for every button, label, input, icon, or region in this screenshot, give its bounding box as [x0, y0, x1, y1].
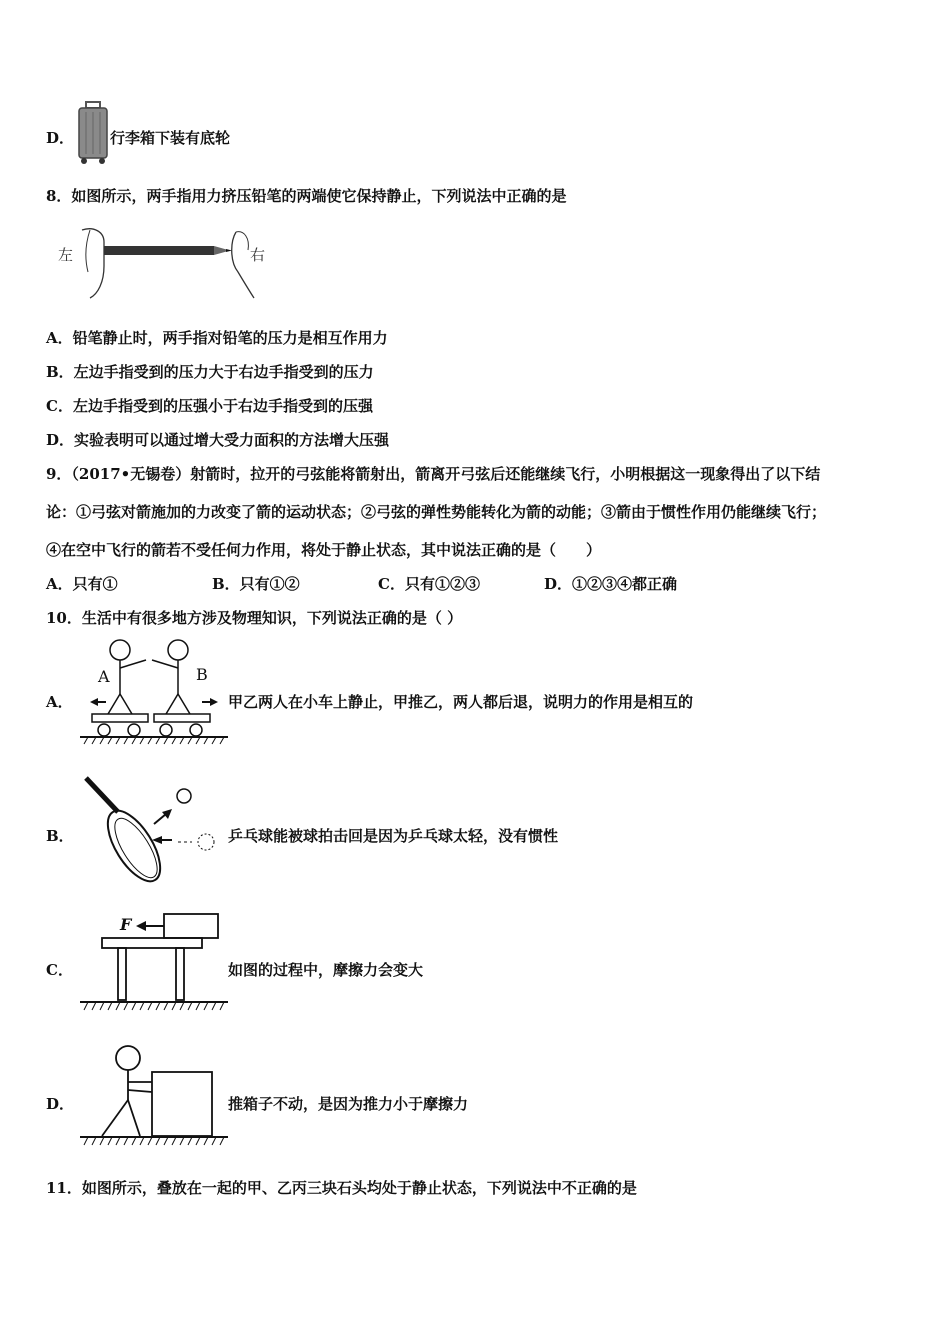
q10-option-c-letter: C．	[46, 961, 73, 979]
q8-option-b: B．左边手指受到的压力大于右边手指受到的压力	[46, 363, 374, 381]
paddle-ball-figure	[82, 774, 228, 886]
q9-option-d: D．①②③④都正确	[544, 575, 678, 593]
q8-option-d: D．实验表明可以通过增大受力面积的方法增大压强	[46, 431, 390, 449]
q9-stem-line1: 9．（2017•无锡卷）射箭时，拉开的弓弦能将箭射出，箭离开弓弦后还能继续飞行，小明根据这一现象得出了以下结	[46, 465, 821, 483]
q10-option-a-text: 甲乙两人在小车上静止，甲推乙，两人都后退，说明力的作用是相互的	[228, 693, 694, 711]
q10-stem: 10．生活中有很多地方涉及物理知识，下列说法正确的是（ ）	[46, 609, 463, 627]
pencil-fingers-figure	[54, 222, 270, 300]
q9-stem-line3: ④在空中飞行的箭若不受任何力作用，将处于静止状态，其中说法正确的是（ ）	[46, 541, 602, 559]
q10-option-b-text: 乒乓球能被球拍击回是因为乒乓球太轻，没有惯性	[228, 827, 559, 845]
suitcase-icon	[76, 100, 110, 166]
q8-stem: 8．如图所示，两手指用力挤压铅笔的两端使它保持静止，下列说法中正确的是	[46, 187, 567, 205]
force-f-label: F	[120, 915, 132, 934]
q10-option-d-letter: D．	[46, 1095, 75, 1113]
block-table-figure	[80, 910, 228, 1014]
q9-option-a: A．只有①	[46, 575, 118, 593]
q9-option-c: C．只有①②③	[378, 575, 480, 593]
q9-option-b: B．只有①②	[212, 575, 300, 593]
figure-left-label: 左	[58, 246, 74, 264]
q8-option-a: A．铅笔静止时，两手指对铅笔的压力是相互作用力	[46, 329, 388, 347]
q11-stem: 11．如图所示，叠放在一起的甲、乙丙三块石头均处于静止状态，下列说法中不正确的是	[46, 1179, 637, 1197]
q10-option-a-letter: A．	[46, 693, 73, 711]
person-a-label: A	[98, 667, 110, 686]
q7-option-d-text: 行李箱下装有底轮	[110, 129, 231, 147]
q10-option-c-text: 如图的过程中，摩擦力会变大	[228, 961, 424, 979]
q10-option-d-text: 推箱子不动，是因为推力小于摩擦力	[228, 1095, 469, 1113]
q10-option-b-letter: B．	[46, 827, 74, 845]
q7-option-d-letter: D．	[46, 129, 75, 147]
carts-push-figure	[80, 636, 228, 746]
q9-stem-line2: 论：①弓弦对箭施加的力改变了箭的运动状态；②弓弦的弹性势能转化为箭的动能；③箭由于惯性作用仍能继续飞行；	[46, 503, 827, 521]
push-box-figure	[80, 1042, 228, 1150]
person-b-label: B	[196, 665, 208, 684]
figure-right-label: 右	[250, 246, 266, 264]
q8-option-c: C．左边手指受到的压强小于右边手指受到的压强	[46, 397, 373, 415]
